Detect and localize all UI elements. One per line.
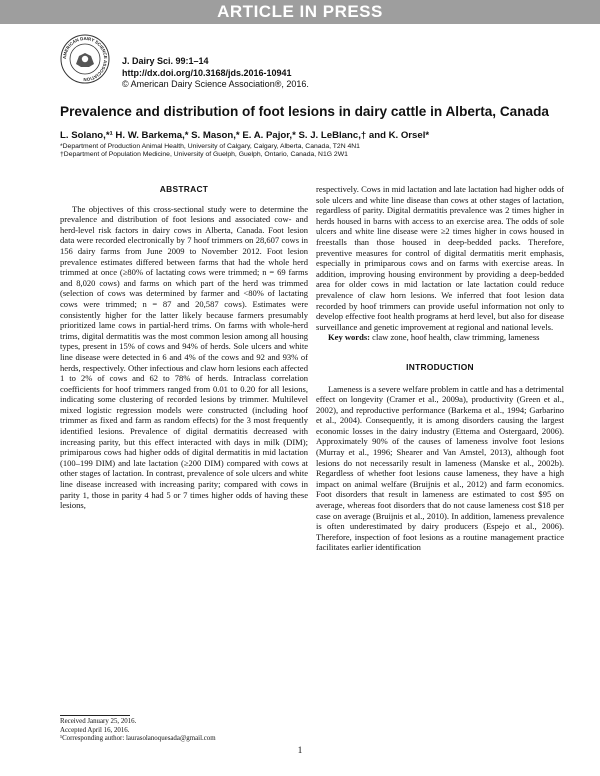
received-date: Received January 25, 2016. [60,718,137,725]
doi-link[interactable]: http://dx.doi.org/10.3168/jds.2016-10941 [122,67,292,78]
introduction-heading: INTRODUCTION [406,361,474,372]
article-in-press-banner: ARTICLE IN PRESS [0,0,600,24]
journal-citation: J. Dairy Sci. 99:1–14 [122,56,209,66]
footnote-divider [60,715,130,716]
left-column [60,184,308,511]
page-number: 1 [297,746,303,756]
author-list: L. Solano,*¹ H. W. Barkema,* S. Mason,* E. A. Pajor,* S. J. LeBlanc,† and K. Orsel* [60,130,430,141]
abstract-text-right: respectively. Cows in mid lactation and late lactation had higher odds of sole ulcers and white line disease than cows at other stages of lactation, regardless of parity. Digital dermatitis prevalence was 2 times higher in herds housed in barns with access to an exercise area. The odds of sole ulcers and white line disease were ≥2 times higher in cows housed in freestalls than those housed in deep-bedded packs. Therefore, preventive measures for control of digital dermatitis merit emphasis, especially in primiparous cows and on farms with exercise areas. In addition, improving housing environment by providing a deep-bedded area for older cows in mid lactation or late lactation could reduce prevalence of claw horn lesions. We inferred that foot lesion data recorded by hoof trimmers can provide useful information not only to develop effective foot health programs at herd level, but also for disease surveillance and genetic improvement at regional and national levels. [316,184,564,332]
adsa-seal-logo [60,34,110,84]
copyright-line: © American Dairy Science Association®, 2016. [122,79,309,89]
journal-info [122,56,309,91]
abstract-heading: ABSTRACT [159,184,209,194]
footnotes [60,718,310,744]
affiliation-calgary: *Department of Production Animal Health, University of Calgary, Calgary, Alberta, Canada, T2N 4N1 [60,143,360,150]
article-title: Prevalence and distribution of foot lesions in dairy cattle in Alberta, Canada [60,104,549,119]
accepted-date: Accepted April 16, 2016. [60,726,130,734]
right-column [316,184,564,553]
keywords-text: claw zone, hoof health, claw trimming, lameness [372,332,540,343]
logo-ring-text: AMERICAN DAIRY SCIENCE ASSOCIATION [61,35,109,83]
keywords-label: Key words: [328,332,371,343]
keywords-line [316,332,564,343]
abstract-text-left: The objectives of this cross-sectional study were to determine the prevalence and distribution of foot lesions and associated cow- and herd-level risk factors in dairy cows in Alberta, Canada. Foot lesion data were recorded electronically by 7 hoof trimmers on 28,607 cows in 156 dairy farms from June 2009 to November 2012. Foot lesion prevalence estimates differed between farms that had the whole herd trimmed at once (≥80% of lactating cows were trimmed; n = 69 farms and 8,020 cows) and farms on which part of the herd was trimmed (selection of cows was determined by farmer and <80% of lactating cows were trimmed; n = 87 and 20,587 cows). Estimates were consistently higher for the latter likely because farmers presumably prioritized lame cows in partial-herd trims. On farms with whole-herd trims, digital dermatitis was the most common lesion among all housing types, present in 15% of cows and 94% of herds. Sole ulcers and white line disease were detected in 6 and 4% of the cows and 92 and 93% of herds, respectively. Other infectious and claw horn lesions each affected 1 to 2% of cows and 62 to 78% of herds. Intraclass correlation coefficients for hoof trimmers ranged from 0.01 to 0.20 for all lesions, indicating some clustering of recorded lesions by trimmer. Multilevel mixed logistic regression models were constructed (including hoof trimmer as fixed and farm as random effects) for the 3 most frequently identified lesions. Prevalence of digital dermatitis decreased with increasing parity, but this effect interacted with days in milk (DIM); primiparous cows had higher odds of digital dermatitis in mid lactation (100–199 DIM) and late lactation (≥200 DIM) compared with cows at other stages of lactation. In contrast, prevalence of sole ulcers and white line disease increased with increasing parity; compared with cows in parity 1, those in parity 4 had 5 or 7 times higher odds of having these lesions, [60,203,308,511]
corresponding-author: ¹Corresponding author: laurasolanoquesada@gmail.com [60,735,216,743]
introduction-text: Lameness is a severe welfare problem in cattle and has a detrimental effect on longevity (Cramer et al., 2009a), productivity (Green et al., 2002), and reproductive performance (Barkema et al., 1994; Garbarino et al., 2004). Consequently, it is among disorders causing the largest economic losses in the dairy industry (Ettema and Ostergaard, 2006). Approximately 90% of the causes of lameness involve foot lesions (Murray et al., 1996; Shearer and Van Amstel, 2013), although foot lesions do not necessarily result in lameness (Manske et al., 2002b). Regardless of whether foot lesions cause lameness, they have a high impact on animal welfare (Bruijnis et al., 2012) and farm economics. Foot disorders that result in lameness are estimated to cost $95 on average, whereas foot disorders that do not cause lameness cost $18 per case on average (Bruijnis et al., 2010). In addition, lameness prevalence is often underestimated by dairy producers (Espejo et al., 2006). Therefore, inspection of foot lesions as a routine management practice facilitates earlier identification [316,383,564,553]
affiliation-guelph: †Department of Population Medicine, University of Guelph, Guelph, Ontario, Canada, N1G 2W1 [60,151,348,158]
